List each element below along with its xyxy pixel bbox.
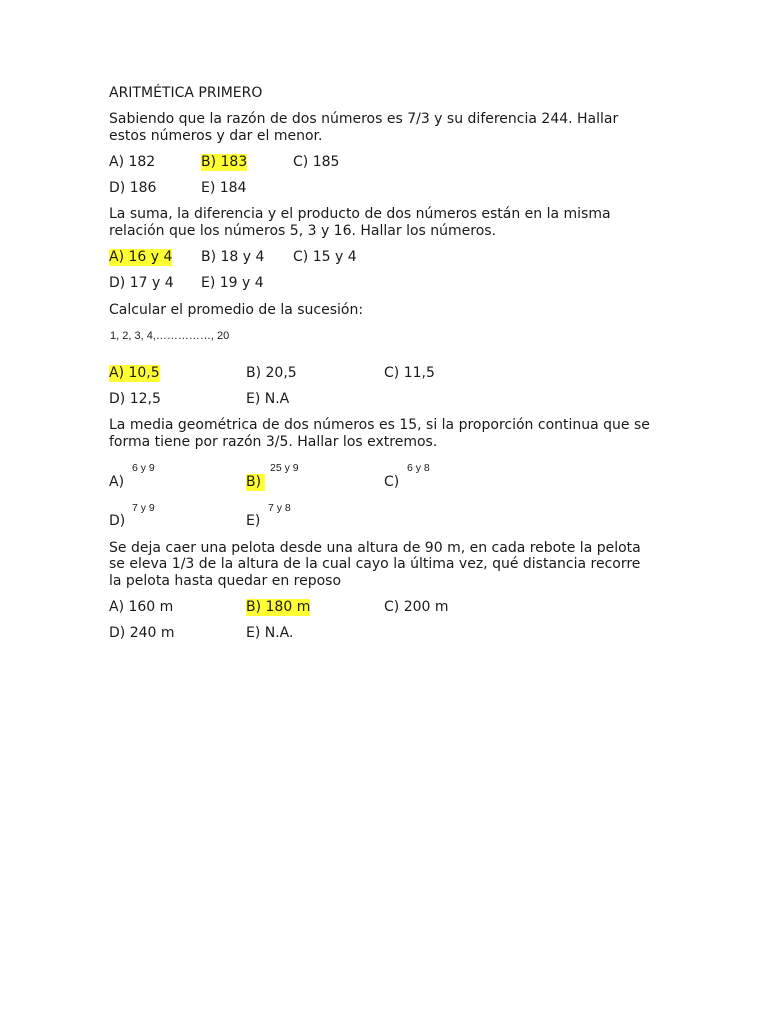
q5-option-d: D) 240 m <box>109 625 175 641</box>
q5-option-a: A) 160 m <box>109 599 174 615</box>
q2-option-d: D) 17 y 4 <box>109 275 174 291</box>
q3-text: Calcular el promedio de la sucesión: <box>109 302 364 318</box>
q4-text-line2: forma tiene por razón 3/5. Hallar los extremos. <box>109 434 438 450</box>
q5-text-line3: la pelota hasta quedar en reposo <box>109 573 342 589</box>
q5-text-line2: se eleva 1/3 de la altura de la cual cayo la última vez, qué distancia recorre <box>109 556 641 572</box>
q2-option-c: C) 15 y 4 <box>293 249 357 265</box>
document-title: ARITMÉTICA PRIMERO <box>109 85 263 101</box>
q4-option-c-value: 6 y 8 <box>407 462 430 474</box>
q3-option-e: E) N.A <box>246 391 290 407</box>
q1-option-e: E) 184 <box>201 180 247 196</box>
q4-option-d: D) <box>109 513 126 529</box>
q2-option-e: E) 19 y 4 <box>201 275 264 291</box>
q4-option-e: E) <box>246 513 261 529</box>
q4-option-d-value: 7 y 9 <box>132 502 155 514</box>
q4-option-c: C) <box>384 474 400 490</box>
q4-option-b-value: 25 y 9 <box>270 462 299 474</box>
q3-option-b: B) 20,5 <box>246 365 297 381</box>
q2-text-line2: relación que los números 5, 3 y 16. Hallar los números. <box>109 223 497 239</box>
q4-option-a-value: 6 y 9 <box>132 462 155 474</box>
q2-text-line1: La suma, la diferencia y el producto de dos números están en la misma <box>109 206 611 222</box>
q4-option-a: A) <box>109 474 125 490</box>
q3-option-d: D) 12,5 <box>109 391 161 407</box>
q3-option-c: C) 11,5 <box>384 365 435 381</box>
q4-option-b-highlighted: B) <box>246 474 265 491</box>
q1-option-c: C) 185 <box>293 154 340 170</box>
q1-option-d: D) 186 <box>109 180 157 196</box>
q5-option-c: C) 200 m <box>384 599 449 615</box>
q1-option-a: A) 182 <box>109 154 156 170</box>
q3-option-a-highlighted: A) 10,5 <box>109 365 160 381</box>
q5-option-e: E) N.A. <box>246 625 294 641</box>
q4-option-e-value: 7 y 8 <box>268 502 291 514</box>
q2-option-b: B) 18 y 4 <box>201 249 265 265</box>
q2-option-a-highlighted: A) 16 y 4 <box>109 249 173 265</box>
q1-text-line1: Sabiendo que la razón de dos números es 7/3 y su diferencia 244. Hallar <box>109 111 619 127</box>
q3-sequence: 1, 2, 3, 4,……………, 20 <box>110 330 230 342</box>
q1-text-line2: estos números y dar el menor. <box>109 128 323 144</box>
q5-option-b-highlighted: B) 180 m <box>246 599 311 615</box>
q4-text-line1: La media geométrica de dos números es 15, si la proporción continua que se <box>109 417 650 433</box>
q5-text-line1: Se deja caer una pelota desde una altura de 90 m, en cada rebote la pelota <box>109 540 641 556</box>
q1-option-b-highlighted: B) 183 <box>201 154 248 170</box>
